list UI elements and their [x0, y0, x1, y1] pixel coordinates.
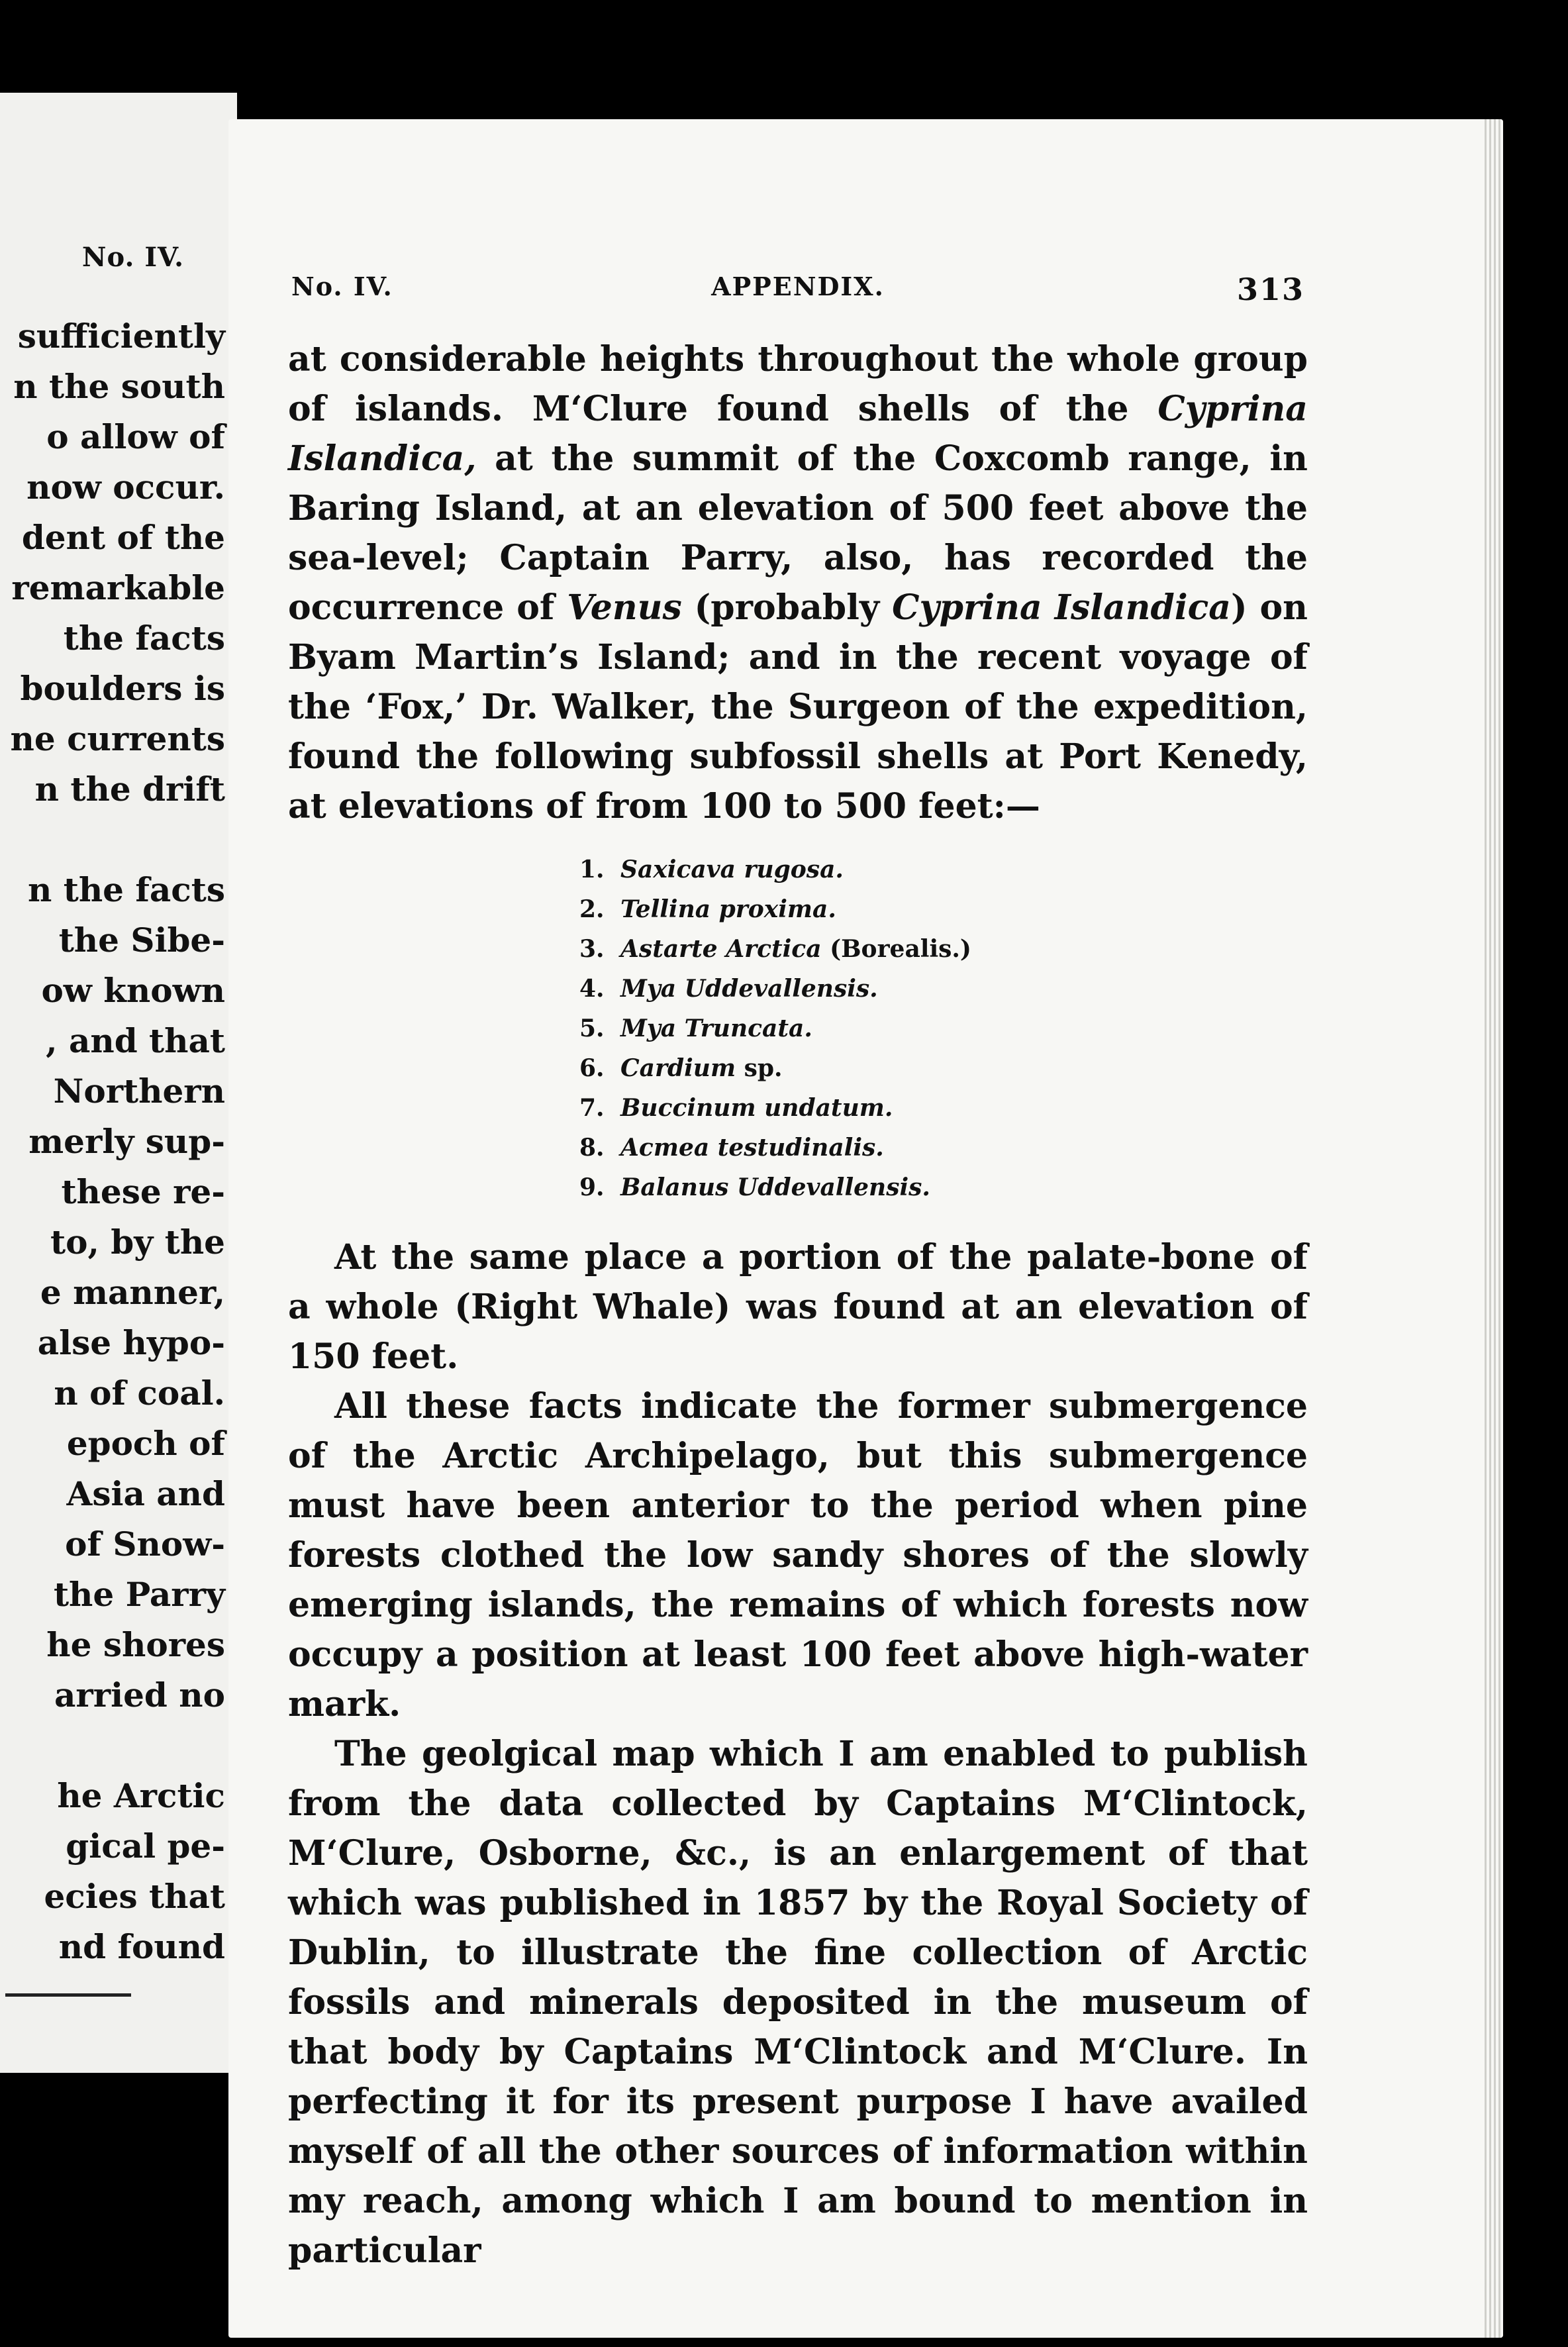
item-number: 1. [579, 856, 605, 883]
species-item [579, 1088, 1308, 1128]
left-line: remarkable [11, 568, 225, 607]
left-line: the facts [63, 619, 225, 658]
left-page-header: No. IV. [81, 242, 184, 273]
paragraph-1 [288, 334, 1308, 831]
running-title: APPENDIX. [711, 272, 885, 301]
left-line: the Sibe- [58, 921, 225, 960]
left-page-text [11, 311, 225, 1972]
species-name: Tellina proxima. [620, 895, 836, 923]
left-line: sufficiently [17, 317, 225, 356]
paragraph-4: The geolgical map which I am enabled to publish from the data collected by Captains M‘Clintock, M‘Clure, Osborne, &c., is an enlargement of that which was published in 1857 by the Royal Society of Dublin, to illustrate the fine collection of Arctic fossils and minerals deposited in the museum of that body by Captains M‘Clintock and M‘Clure. In perfecting it for its present purpose I have availed myself of all the other sources of information within my reach, among which I am bound to mention in particular [288, 1734, 1308, 2271]
left-line: n the south [13, 367, 225, 406]
species-name: Saxicava rugosa. [620, 856, 844, 883]
species-name: Buccinum undatum. [620, 1094, 893, 1122]
running-header [291, 272, 1304, 311]
left-line: e manner, [40, 1273, 225, 1312]
left-line: o allow of [46, 417, 225, 456]
species-list [579, 850, 1308, 1207]
page-number: 313 [1236, 272, 1304, 307]
species-item [579, 929, 1308, 969]
left-line: boulders is [20, 669, 225, 708]
left-page-rule [5, 1993, 131, 1997]
body-text [288, 334, 1308, 2275]
text-run: (probably [681, 587, 893, 628]
left-line: nd found [58, 1927, 225, 1966]
species-name: Acmea testudinalis. [620, 1134, 884, 1162]
left-line: , and that [46, 1021, 225, 1060]
left-line: to, by the [50, 1223, 225, 1262]
left-line: now occur. [26, 468, 225, 507]
item-number: 2. [579, 895, 605, 923]
item-number: 3. [579, 935, 605, 963]
species-name: Astarte Arctica [620, 935, 822, 963]
left-line: he Arctic [57, 1776, 225, 1815]
species-note: (Borealis.) [821, 935, 971, 963]
left-line: of Snow- [65, 1524, 225, 1564]
item-number: 5. [579, 1015, 605, 1042]
item-number: 7. [579, 1094, 605, 1122]
left-line [11, 815, 225, 865]
species-item [579, 889, 1308, 929]
left-line: dent of the [21, 518, 225, 557]
species-item [579, 1168, 1308, 1207]
species-name: Mya Uddevallensis. [620, 975, 878, 1003]
species-name: Cyprina Islandica [892, 587, 1231, 628]
left-line: alse hypo- [37, 1323, 225, 1362]
species-name: Mya Truncata. [620, 1015, 812, 1042]
species-item [579, 1128, 1308, 1168]
left-line: ecies that [44, 1877, 225, 1916]
left-line: merly sup- [28, 1122, 225, 1161]
item-number: 8. [579, 1134, 605, 1162]
species-name: Balanus Uddevallensis. [620, 1174, 930, 1201]
left-line: n the facts [27, 870, 225, 909]
species-name: Venus [567, 587, 682, 628]
left-line [11, 1721, 225, 1771]
item-number: 6. [579, 1054, 605, 1082]
text-run: ) on Byam Martin’s Island; and in the recent voyage of the ‘Fox,’ Dr. Walker, the Surgeon of the expedition, found the following subfossil shells at Port Kenedy, at elevations of from 100 to 500 feet:— [288, 587, 1308, 826]
paragraph-2: At the same place a portion of the palate-bone of a whole (Right Whale) was found at an elevation of 150 feet. [288, 1237, 1308, 1377]
left-line: these re- [61, 1172, 225, 1211]
paragraph-3: All these facts indicate the former submergence of the Arctic Archipelago, but this submergence must have been anterior to the period when pine forests clothed the low sandy shores of the slowly emerging islands, the remains of which forests now occupy a position at least 100 feet above high-water mark. [288, 1386, 1308, 1724]
species-item [579, 969, 1308, 1009]
species-name: Cyprina Islandica, [288, 389, 1308, 479]
species-name: Cardium [620, 1054, 736, 1082]
section-number: No. IV. [291, 272, 393, 301]
item-number: 4. [579, 975, 605, 1003]
left-line: Northern [53, 1072, 225, 1111]
left-line: epoch of [66, 1424, 225, 1463]
left-line: ne currents [10, 719, 225, 758]
item-number: 9. [579, 1174, 605, 1201]
left-line: Asia and [66, 1474, 225, 1513]
left-line: he shores [46, 1625, 225, 1664]
left-page [0, 93, 237, 2073]
species-item [579, 850, 1308, 889]
species-note: sp. [736, 1054, 783, 1082]
species-item [579, 1048, 1308, 1088]
text-run: at the summit of the Coxcomb range, in Baring Island, at an elevation of 500 feet above the sea-level; Captain Parry, also, has recorded the occurrence of [288, 438, 1308, 628]
left-line: arried no [54, 1675, 225, 1715]
page-edge [1485, 119, 1503, 2338]
left-line: n the drift [34, 770, 225, 809]
left-line: gical pe- [66, 1826, 225, 1866]
right-page [228, 119, 1503, 2338]
left-line: ow known [41, 971, 225, 1010]
left-line: the Parry [53, 1575, 225, 1614]
species-item [579, 1009, 1308, 1048]
left-line: n of coal. [54, 1373, 225, 1413]
text-run: at considerable heights throughout the whole group of islands. M‘Clure found shells of the [288, 339, 1308, 429]
